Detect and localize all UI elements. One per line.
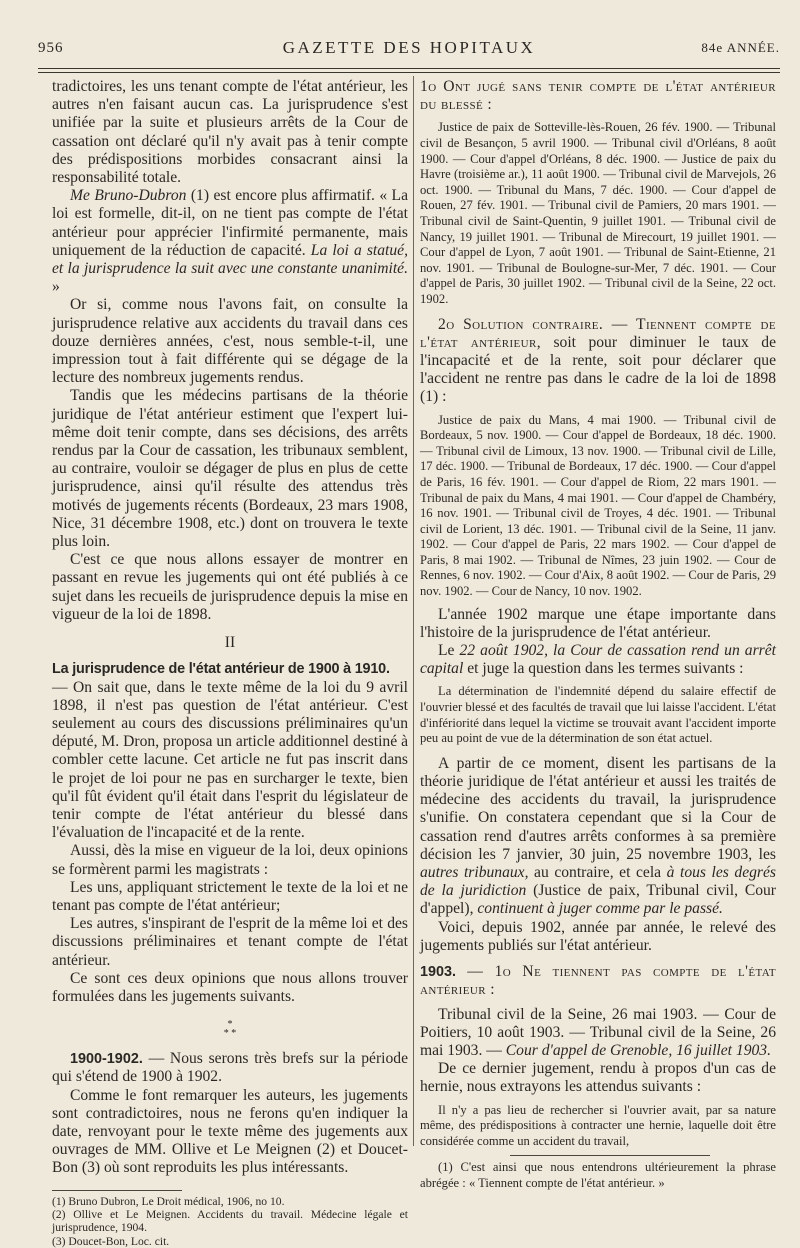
quotation: La détermination de l'indemnité dépend du salaire effectif de l'ouvrier blessé et des facultés de travail que lui laisse l'accident. L'état d'infériorité dans lequel la victime se trouvait avant l'accident importe peu au point de vue de la détermination de son état actuel. xyxy=(420,684,776,746)
paragraph: L'année 1902 marque une étape importante dans l'histoire de la jurisprudence de l'état antérieur. xyxy=(420,605,776,641)
paragraph: Tribunal civil de la Seine, 26 mai 1903. — Cour de Poitiers, 10 août 1903. — Tribunal civil de la Seine, 26 mai 1903. — Cour d'appel de Grenoble, 16 juillet 1903. xyxy=(420,1005,776,1059)
period-label: 1900-1902. xyxy=(70,1051,143,1068)
paragraph: 1900-1902. — Nous serons très brefs sur la période qui s'étend de 1900 à 1902. xyxy=(52,1050,408,1086)
paragraph: Tandis que les médecins partisans de la théorie juridique de l'état antérieur estiment que l'expert lui-même doit tenir compte, dans ses décisions, des arrêts rendus par la Cour de cassation, les tribunaux semblent, au contraire, vouloir se dégager de plus en plus de cette jurisprudence, ainsi qu'il résulte des attendus très motivés de jugements récents (Bordeaux, 23 mars 1908, Nice, 31 décembre 1908, etc.) dont on trouvera le texte plus loin. xyxy=(52,387,408,551)
paragraph: — On sait que, dans le texte même de la loi du 9 avril 1898, il n'est pas question de l'état antérieur. C'est seulement au cours des discussions préliminaires qu'un député, M. Dron, proposa un article additionnel destiné à combler cette lacune. Cet article ne fut pas inscrit dans le projet de loi pour ne pas en surcharger le texte, bien qu'il fût évident qu'il était dans l'esprit du législateur de tenir compte de l'état antérieur du blessé dans l'évaluation de l'incapacité et de la rente. xyxy=(52,678,408,842)
case-list: Justice de paix de Sotteville-lès-Rouen, 26 fév. 1900. — Tribunal civil de Besançon, 5 avril 1900. — Tribunal civil d'Orléans, 8 août 1900. — Cour d'appel d'Orléans, 8 déc. 1900. — Justice de paix du Havre (troisième ar.), 11 août 1900. — Tribunal civil de Marvejols, 26 oct. 1900. — Tribunal du Mans, 7 déc. 1900. — Cour d'appel de Rouen, 27 fév. 1901. — Tribunal civil de Pamiers, 20 mars 1901. — Tribunal civil de Saint-Quentin, 9 juillet 1901. — Tribunal civil de Nancy, 19 juillet 1901. — Tribunal de Mirecourt, 19 juillet 1901. — Cour d'appel de Lyon, 7 août 1901. — Tribunal de Saint-Etienne, 21 nov. 1901. — Tribunal de Boulogne-sur-Mer, 7 déc. 1901. — Cour d'appel de Paris, 30 juillet 1902. — Tribunal civil de la Seine, 22 oct. 1902. xyxy=(420,120,776,306)
emphasis: 22 août 1902, la Cour de cassation rend un arrêt capital xyxy=(420,642,776,678)
quote-italic: La loi a statué, et la jurisprudence la suit avec une constante unanimité. xyxy=(52,241,408,278)
list-heading: 1o Ont jugé sans tenir compte de l'état antérieur du blessé : xyxy=(420,78,776,114)
paragraph: Les uns, appliquant strictement le texte de la loi et ne tenant pas compte de l'état antérieur; xyxy=(52,878,408,914)
paragraph: Les autres, s'inspirant de l'esprit de la même loi et des discussions préliminaires et tenant compte de l'état antérieur. xyxy=(52,915,408,969)
paragraph: Comme le font remarquer les auteurs, les jugements sont contradictoires, nous ne ferons qu'en indiquer la date, renvoyant pour le texte même des jugements aux ouvrages de MM. Ollive et Le Meignen (2) et Doucet-Bon (3) où sont reproduits les plus intéressants. xyxy=(52,1086,408,1177)
footnote: (1) Bruno Dubron, Le Droit médical, 1906, no 10. xyxy=(52,1194,285,1208)
paragraph: tradictoires, les uns tenant compte de l'état antérieur, les autres n'en faisant aucun cas. La jurisprudence s'est unifiée par la suite et plusieurs arrêts de la Cour de cassation ont déclaré qu'il n'y avait pas à tenir compte des prédispositions morbides consacrant ainsi la responsabilité totale. xyxy=(52,78,408,187)
footnote: (3) Doucet-Bon, Loc. cit. xyxy=(52,1234,170,1248)
paragraph: Or si, comme nous l'avons fait, on consulte la jurisprudence relative aux accidents du travail dans ces douze dernières années, c'est, nous semble-t-il, une impression tout à fait différente qui se dégage de la lecture des nombreux jugements rendus. xyxy=(52,296,408,387)
left-column xyxy=(52,78,408,1248)
header-rule xyxy=(38,68,780,69)
footnote: (2) Ollive et Le Meignen. Accidents du travail. Médecine légale et jurisprudence, 1904. xyxy=(52,1207,408,1235)
paragraph: Me Bruno-Dubron (1) est encore plus affirmatif. « La loi est formelle, dit-il, on ne tient pas compte de l'état antérieur pour apprécier l'infirmité permanente, mais uniquement de la réduction de capacité. La loi a statué, et la jurisprudence la suit avec une constante unanimité. » xyxy=(52,187,408,296)
footnote: (1) C'est ainsi que nous entendrons ultérieurement la phrase abrégée : « Tiennent compte de l'état antérieur. » xyxy=(420,1160,776,1190)
author-name: Me Bruno-Dubron xyxy=(70,187,187,205)
list-heading: 2o Solution contraire. — Tiennent compte de l'état antérieur, soit pour diminuer le taux de l'incapacité et de la rente, soit pour déclarer que l'accident ne rentre pas dans le cadre de la loi de 1898 (1) : xyxy=(420,315,776,406)
paragraph: De ce dernier jugement, rendu à propos d'un cas de hernie, nous extrayons les attendus suivants : xyxy=(420,1060,776,1096)
year-label: 1903. xyxy=(420,964,457,981)
paragraph: Ce sont ces deux opinions que nous allons trouver formulées dans les jugements suivants. xyxy=(52,969,408,1005)
header-rule-thin xyxy=(38,72,780,73)
journal-title: GAZETTE DES HOPITAUX xyxy=(282,38,536,57)
paragraph: A partir de ce moment, disent les partisans de la théorie juridique de l'état antérieur et aussi les traités de médecine des accidents du travail, la jurisprudence s'unifie. On constatera cependant que si la Cour de cassation rend d'autres arrêts conformes à sa première décision les 7 janvier, 30 juin, 25 novembre 1903, les autres tribunaux, au contraire, et cela à tous les degrés de la juridiction (Justice de paix, Tribunal civil, Cour d'appel), continuent à juger comme par le passé. xyxy=(420,754,777,918)
paragraph: Aussi, dès la mise en vigueur de la loi, deux opinions se formèrent parmi les magistrats : xyxy=(52,842,408,878)
volume-year: 84e ANNÉE. xyxy=(701,40,780,55)
section-separator: * * * xyxy=(223,1019,237,1040)
footnote-rule xyxy=(510,1155,710,1156)
section-number: II xyxy=(224,634,236,652)
footnote-rule xyxy=(52,1190,182,1191)
year-heading: 1903. — 1o Ne tiennent pas compte de l'état antérieur : xyxy=(420,963,776,999)
quotation: Il n'y a pas lieu de rechercher si l'ouvrier avait, par sa nature même, des prédispositions à contracter une hernie, laquelle doit être considérée comme un accident du travail, xyxy=(420,1102,776,1148)
column-divider xyxy=(413,76,414,1146)
case-list: Justice de paix du Mans, 4 mai 1900. — Tribunal civil de Bordeaux, 5 nov. 1900. — Cour d'appel de Bordeaux, 18 déc. 1900. — Tribunal civil de Limoux, 13 nov. 1900. — Tribunal civil de Lille, 17 déc. 1900. — Tribunal de Bordeaux, 17 déc. 1900. — Cour d'appel de Paris, 16 fév. 1901. — Cour d'appel de Riom, 22 mars 1901. — Tribunal de paix du Mans, 4 mai 1901. — Cour d'appel de Chambéry, 16 nov. 1901. — Tribunal civil de Troyes, 4 déc. 1901. — Tribunal civil de Lorient, 13 déc. 1901. — Tribunal civil de la Seine, 11 janv. 1902. — Cour d'appel de Paris, 22 mars 1902. — Cour d'appel de Paris, 8 mai 1902. — Tribunal de Nîmes, 23 juin 1902. — Cour de Rennes, 6 nov. 1902. — Cour d'Aix, 8 août 1902. — Cour de Paris, 29 nov. 1902. — Cour de Nancy, 10 nov. 1902. xyxy=(420,412,776,599)
section-title: La jurisprudence de l'état antérieur de 1900 à 1910. xyxy=(52,661,390,678)
page-header xyxy=(38,28,780,68)
page-number: 956 xyxy=(38,40,64,56)
paragraph: Le 22 août 1902, la Cour de cassation rend un arrêt capital et juge la question dans les termes suivants : xyxy=(420,642,776,678)
right-column xyxy=(420,78,776,1191)
paragraph: C'est ce que nous allons essayer de montrer en passant en revue les jugements qui ont été publiés à ce sujet dans les recueils de jurisprudence depuis la mise en vigueur de la loi de 1898. xyxy=(52,551,408,623)
footnotes xyxy=(52,1195,408,1248)
paragraph: Voici, depuis 1902, année par année, le relevé des jugements publiés sur l'état antérieur. xyxy=(420,918,776,954)
